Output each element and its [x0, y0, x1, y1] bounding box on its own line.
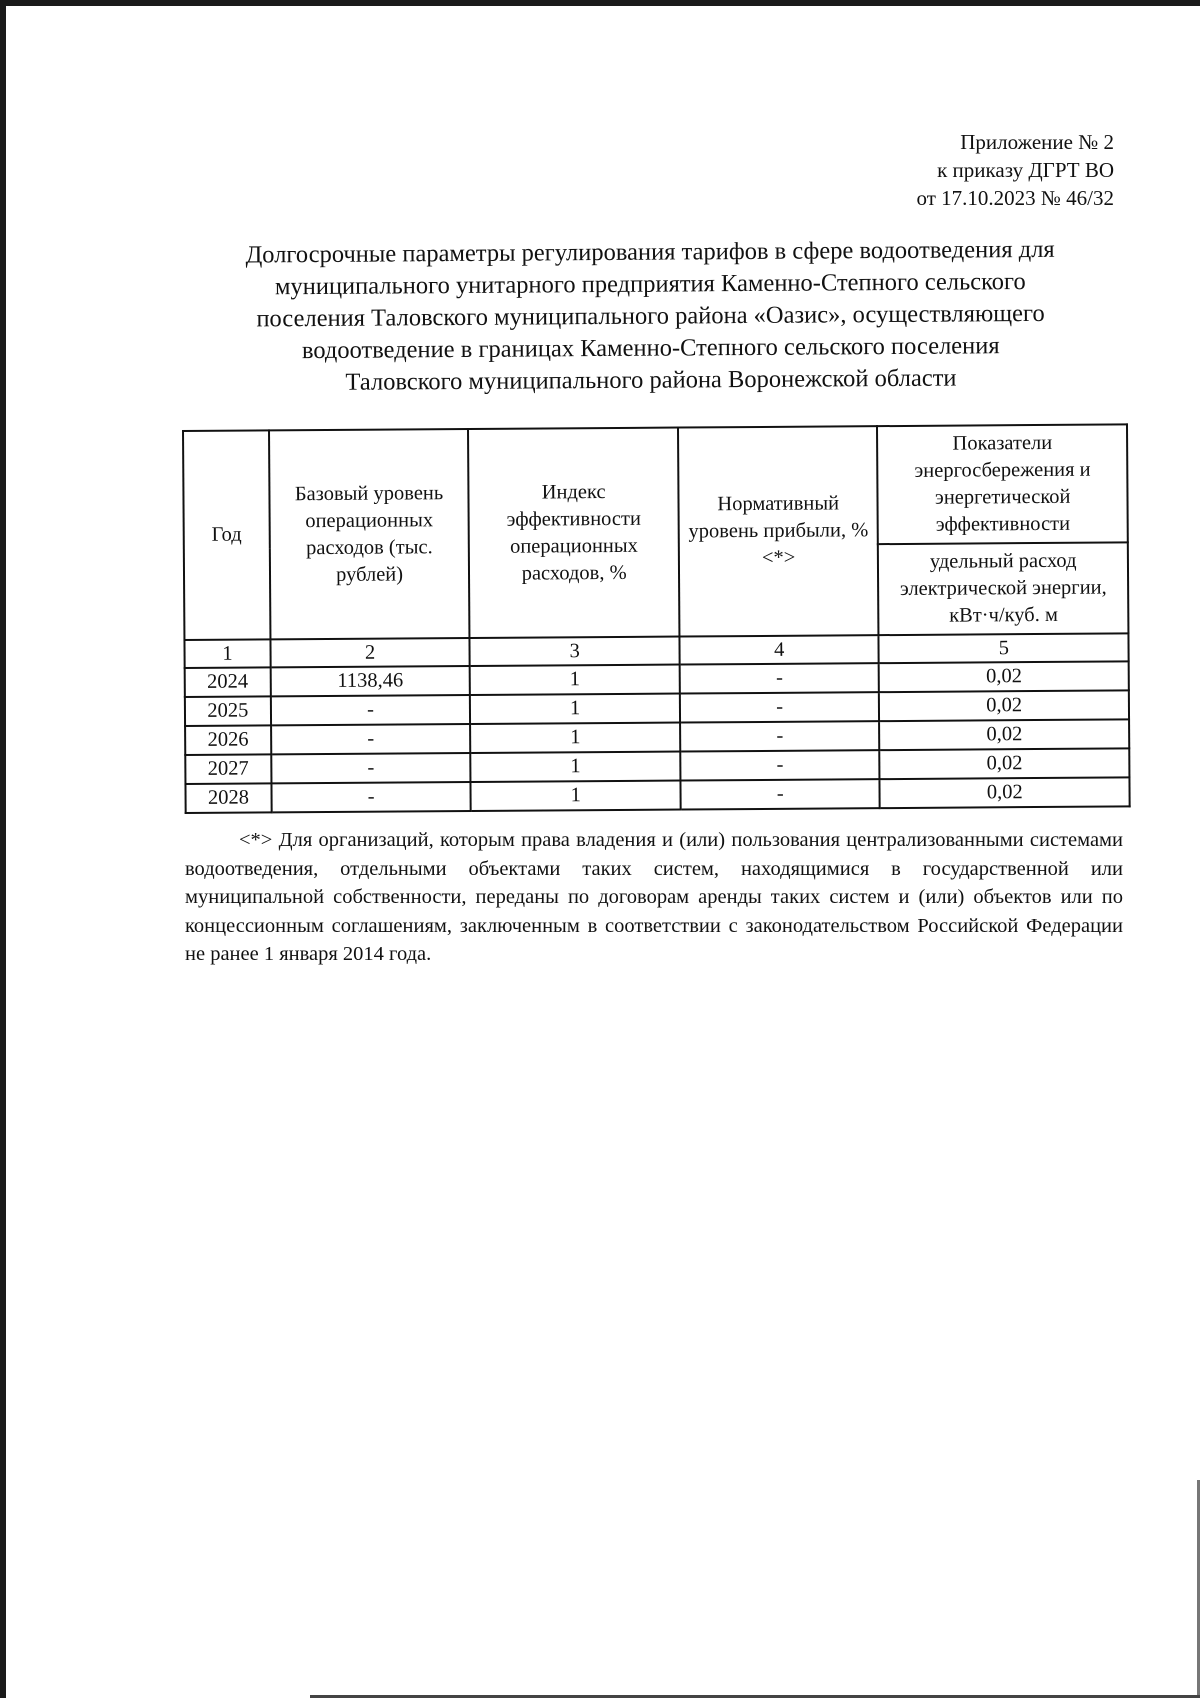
column-number: 4	[679, 635, 879, 664]
cell-base-level: 1138,46	[270, 666, 470, 696]
title-line-5: Таловского муниципального района Воронежской области	[345, 364, 957, 396]
scan-edge-left	[0, 0, 6, 1698]
column-number: 2	[270, 638, 470, 667]
cell-year: 2027	[185, 754, 271, 784]
cell-energy-consumption: 0,02	[879, 690, 1129, 721]
cell-efficiency-index: 1	[470, 694, 680, 724]
cell-energy-consumption: 0,02	[880, 748, 1130, 779]
scan-edge-top	[0, 0, 1200, 6]
cell-efficiency-index: 1	[470, 723, 680, 753]
cell-efficiency-index: 1	[471, 781, 681, 811]
cell-year: 2026	[185, 725, 271, 755]
cell-normative-profit: -	[680, 692, 880, 722]
title-line-3: поселения Таловского муниципального района «Оазис», осуществляющего	[256, 299, 1045, 333]
document-title	[170, 233, 1131, 400]
cell-base-level: -	[271, 724, 471, 754]
title-line-1: Долгосрочные параметры регулирования тарифов в сфере водоотведения для	[245, 235, 1055, 269]
header-base-level: Базовый уровень операционных расходов (тыс. рублей)	[269, 429, 470, 639]
header-year: Год	[183, 430, 270, 640]
order-date-number: от 17.10.2023 № 46/32	[916, 186, 1114, 210]
cell-year: 2028	[185, 783, 271, 813]
cell-year: 2024	[185, 667, 271, 697]
header-energy-group: Показатели энергосбережения и энергетической эффективности	[877, 424, 1127, 544]
header-efficiency-index: Индекс эффективности операционных расходов, %	[468, 428, 679, 638]
tariff-parameters-table	[182, 423, 1131, 814]
cell-normative-profit: -	[680, 721, 880, 751]
table-header	[183, 424, 1128, 640]
header-energy-consumption: удельный расход электрической энергии, кВт·ч/куб. м	[878, 542, 1128, 635]
cell-base-level: -	[271, 695, 471, 725]
column-number: 1	[184, 639, 270, 668]
footnote-text: <*> Для организаций, которым права владения и (или) пользования централизованными системами водоотведения, отдельными объектами таких систем, находящимися в государственной или муниципальной собственности, переданы по договорам аренды таких систем и (или) объектов или по концессионным соглашениям, заключенным в соответствии с законодательством Российской Федерации не ранее 1 января 2014 года.	[185, 829, 1123, 965]
cell-base-level: -	[271, 782, 471, 812]
cell-year: 2025	[185, 696, 271, 726]
cell-efficiency-index: 1	[470, 665, 680, 695]
column-number: 3	[470, 637, 680, 666]
order-reference: к приказу ДГРТ ВО	[937, 158, 1114, 182]
title-line-2: муниципального унитарного предприятия Каменно-Степного сельского	[274, 268, 1026, 301]
cell-normative-profit: -	[680, 779, 880, 809]
table-row	[185, 777, 1129, 813]
column-number: 5	[879, 633, 1129, 663]
title-line-4: водоотведение в границах Каменно-Степного сельского поселения	[301, 332, 1000, 365]
cell-efficiency-index: 1	[471, 752, 681, 782]
cell-energy-consumption: 0,02	[880, 719, 1130, 750]
header-row-1	[183, 424, 1128, 549]
cell-normative-profit: -	[680, 750, 880, 780]
cell-energy-consumption: 0,02	[880, 777, 1130, 808]
table-body	[184, 633, 1129, 813]
appendix-header	[916, 128, 1114, 212]
cell-normative-profit: -	[680, 663, 880, 693]
appendix-number: Приложение № 2	[960, 130, 1114, 154]
cell-base-level: -	[271, 753, 471, 783]
header-normative-profit: Нормативный уровень прибыли, % <*>	[678, 426, 879, 636]
cell-energy-consumption: 0,02	[879, 661, 1129, 692]
